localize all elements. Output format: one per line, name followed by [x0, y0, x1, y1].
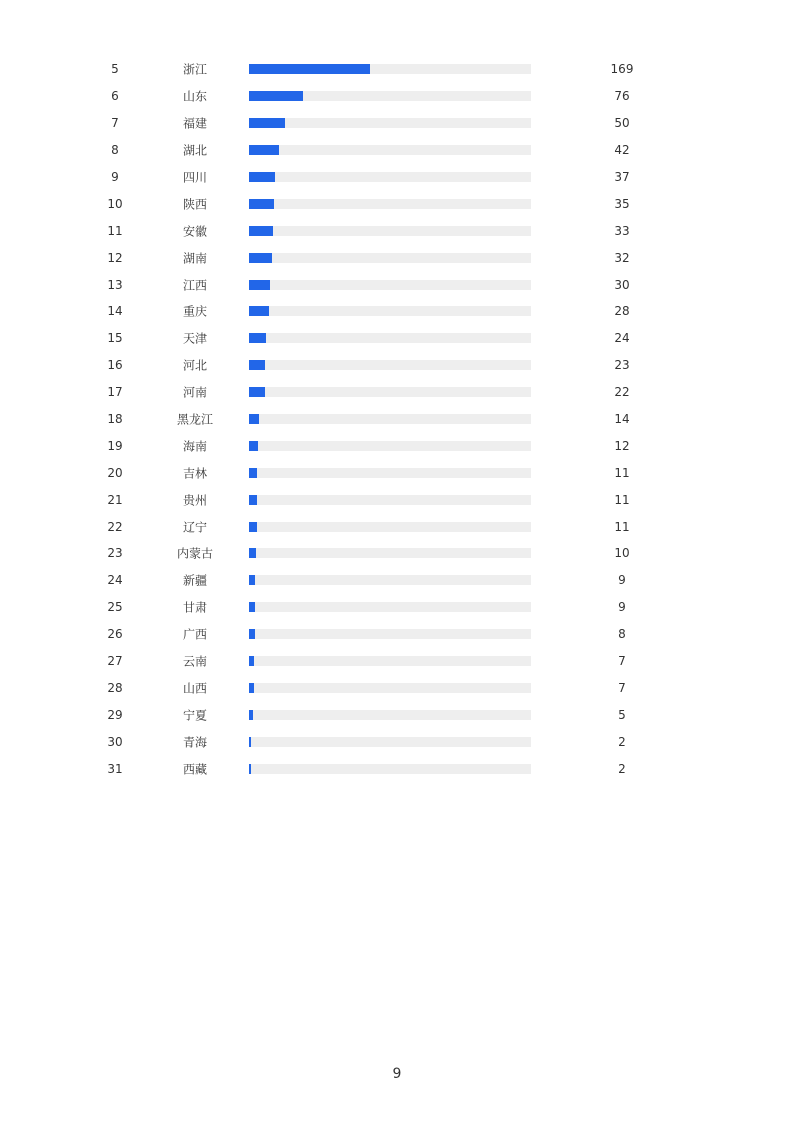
region-name: 内蒙古 [176, 546, 213, 561]
region-name: 陕西 [182, 197, 207, 212]
count-value: 5 [618, 707, 626, 722]
region-name: 黑龙江 [176, 412, 213, 427]
region-name: 辽宁 [182, 520, 207, 535]
bar-fill [249, 306, 269, 316]
ranking-row [0, 486, 794, 513]
bar-track [249, 280, 531, 290]
ranking-row [0, 190, 794, 217]
bar-track [249, 710, 531, 720]
ranking-row [0, 271, 794, 298]
bar-fill [249, 64, 370, 74]
ranking-row [0, 728, 794, 755]
region-name: 青海 [182, 735, 207, 750]
rank-number: 7 [111, 116, 119, 131]
ranking-row [0, 459, 794, 486]
bar-fill [249, 118, 285, 128]
bar-track [249, 441, 531, 451]
rank-number: 24 [107, 573, 123, 588]
region-name: 新疆 [182, 573, 207, 588]
region-name: 四川 [182, 170, 207, 185]
ranking-row [0, 83, 794, 110]
bar-fill [249, 91, 303, 101]
bar-fill [249, 710, 253, 720]
ranking-row [0, 594, 794, 621]
region-name: 福建 [182, 116, 207, 131]
count-value: 23 [614, 358, 630, 373]
bar-fill [249, 764, 251, 774]
region-name: 山西 [182, 681, 207, 696]
count-value: 9 [618, 573, 626, 588]
bar-fill [249, 145, 279, 155]
rank-number: 18 [107, 412, 123, 427]
count-value: 12 [614, 438, 630, 453]
count-value: 14 [614, 412, 630, 427]
rank-number: 9 [111, 170, 119, 184]
rank-number: 13 [107, 277, 123, 292]
region-name: 安徽 [182, 224, 207, 239]
bar-fill [249, 172, 275, 182]
bar-fill [249, 683, 254, 693]
rank-number: 15 [107, 331, 123, 346]
region-name: 山东 [182, 89, 207, 104]
bar-track [249, 548, 531, 558]
bar-track [249, 118, 531, 128]
bar-fill [249, 333, 266, 343]
rank-number: 10 [107, 196, 123, 211]
rank-number: 20 [107, 465, 123, 480]
region-name: 贵州 [182, 493, 207, 508]
bar-track [249, 495, 531, 505]
rank-number: 12 [107, 250, 123, 265]
count-value: 11 [614, 492, 630, 507]
rank-number: 25 [107, 600, 123, 615]
count-value: 35 [614, 196, 630, 211]
ranking-row [0, 56, 794, 83]
rank-number: 23 [107, 546, 123, 561]
bar-fill [249, 548, 256, 558]
ranking-row [0, 164, 794, 191]
bar-track [249, 414, 531, 424]
count-value: 2 [618, 734, 626, 749]
bar-fill [249, 522, 257, 532]
count-value: 169 [610, 62, 634, 77]
rank-number: 29 [107, 707, 123, 722]
bar-track [249, 360, 531, 370]
region-name: 甘肃 [182, 600, 207, 615]
bar-track [249, 575, 531, 585]
region-name: 河南 [182, 385, 207, 400]
bar-track [249, 91, 531, 101]
count-value: 8 [618, 627, 626, 642]
ranking-row [0, 298, 794, 325]
rank-number: 5 [111, 62, 119, 77]
region-name: 广西 [182, 627, 207, 642]
ranking-row [0, 513, 794, 540]
ranking-row [0, 432, 794, 459]
region-name: 海南 [182, 439, 207, 454]
count-value: 50 [614, 116, 630, 131]
ranking-row [0, 110, 794, 137]
ranking-row [0, 674, 794, 701]
region-name: 西藏 [182, 762, 207, 777]
bar-track [249, 468, 531, 478]
ranking-row [0, 244, 794, 271]
ranking-row [0, 621, 794, 648]
region-name: 河北 [182, 358, 207, 373]
bar-track [249, 199, 531, 209]
region-name: 吉林 [182, 466, 207, 481]
region-name: 重庆 [182, 304, 207, 319]
bar-track [249, 629, 531, 639]
ranking-row [0, 217, 794, 244]
region-name: 湖南 [182, 251, 207, 266]
rank-number: 14 [107, 304, 123, 319]
bar-fill [249, 629, 255, 639]
rank-number: 16 [107, 358, 123, 373]
count-value: 24 [614, 331, 630, 346]
ranking-row [0, 379, 794, 406]
count-value: 76 [614, 89, 630, 104]
ranking-row [0, 567, 794, 594]
ranking-row [0, 701, 794, 728]
bar-fill [249, 199, 274, 209]
bar-fill [249, 441, 258, 451]
bar-track [249, 764, 531, 774]
bar-track [249, 656, 531, 666]
bar-fill [249, 468, 257, 478]
bar-track [249, 737, 531, 747]
ranking-row [0, 540, 794, 567]
rank-number: 27 [107, 654, 123, 669]
bar-fill [249, 280, 270, 290]
bar-fill [249, 575, 255, 585]
region-ranking-list [0, 56, 794, 782]
bar-track [249, 522, 531, 532]
bar-fill [249, 737, 251, 747]
bar-track [249, 306, 531, 316]
ranking-row [0, 755, 794, 782]
count-value: 42 [614, 143, 630, 158]
region-name: 宁夏 [182, 708, 207, 723]
bar-track [249, 333, 531, 343]
region-name: 天津 [182, 331, 207, 346]
count-value: 37 [614, 170, 630, 184]
ranking-row [0, 325, 794, 352]
count-value: 7 [618, 680, 626, 695]
bar-fill [249, 387, 265, 397]
region-name: 湖北 [182, 143, 207, 158]
bar-fill [249, 602, 255, 612]
rank-number: 19 [107, 438, 123, 453]
bar-track [249, 145, 531, 155]
bar-track [249, 387, 531, 397]
bar-track [249, 253, 531, 263]
rank-number: 11 [107, 223, 123, 238]
rank-number: 17 [107, 385, 123, 400]
page-number: 9 [392, 1066, 402, 1082]
count-value: 11 [614, 465, 630, 480]
ranking-row [0, 406, 794, 433]
count-value: 30 [614, 277, 630, 292]
bar-fill [249, 495, 257, 505]
rank-number: 28 [107, 680, 123, 695]
bar-fill [249, 414, 259, 424]
rank-number: 6 [111, 89, 119, 104]
region-name: 江西 [182, 278, 207, 293]
rank-number: 31 [107, 761, 123, 776]
rank-number: 22 [107, 519, 123, 534]
region-name: 云南 [182, 654, 207, 669]
count-value: 28 [614, 304, 630, 319]
count-value: 11 [614, 519, 630, 534]
rank-number: 30 [107, 734, 123, 749]
count-value: 32 [614, 250, 630, 265]
bar-track [249, 64, 531, 74]
count-value: 9 [618, 600, 626, 615]
rank-number: 21 [107, 492, 123, 507]
bar-track [249, 226, 531, 236]
count-value: 2 [618, 761, 626, 776]
rank-number: 8 [111, 143, 119, 158]
bar-fill [249, 360, 265, 370]
count-value: 33 [614, 223, 630, 238]
count-value: 22 [614, 385, 630, 400]
rank-number: 26 [107, 627, 123, 642]
bar-track [249, 602, 531, 612]
ranking-row [0, 137, 794, 164]
count-value: 10 [614, 546, 630, 561]
bar-track [249, 683, 531, 693]
count-value: 7 [618, 654, 626, 669]
bar-fill [249, 253, 272, 263]
bar-track [249, 172, 531, 182]
ranking-row [0, 352, 794, 379]
bar-fill [249, 226, 273, 236]
ranking-row [0, 648, 794, 675]
bar-fill [249, 656, 254, 666]
region-name: 浙江 [182, 62, 207, 77]
